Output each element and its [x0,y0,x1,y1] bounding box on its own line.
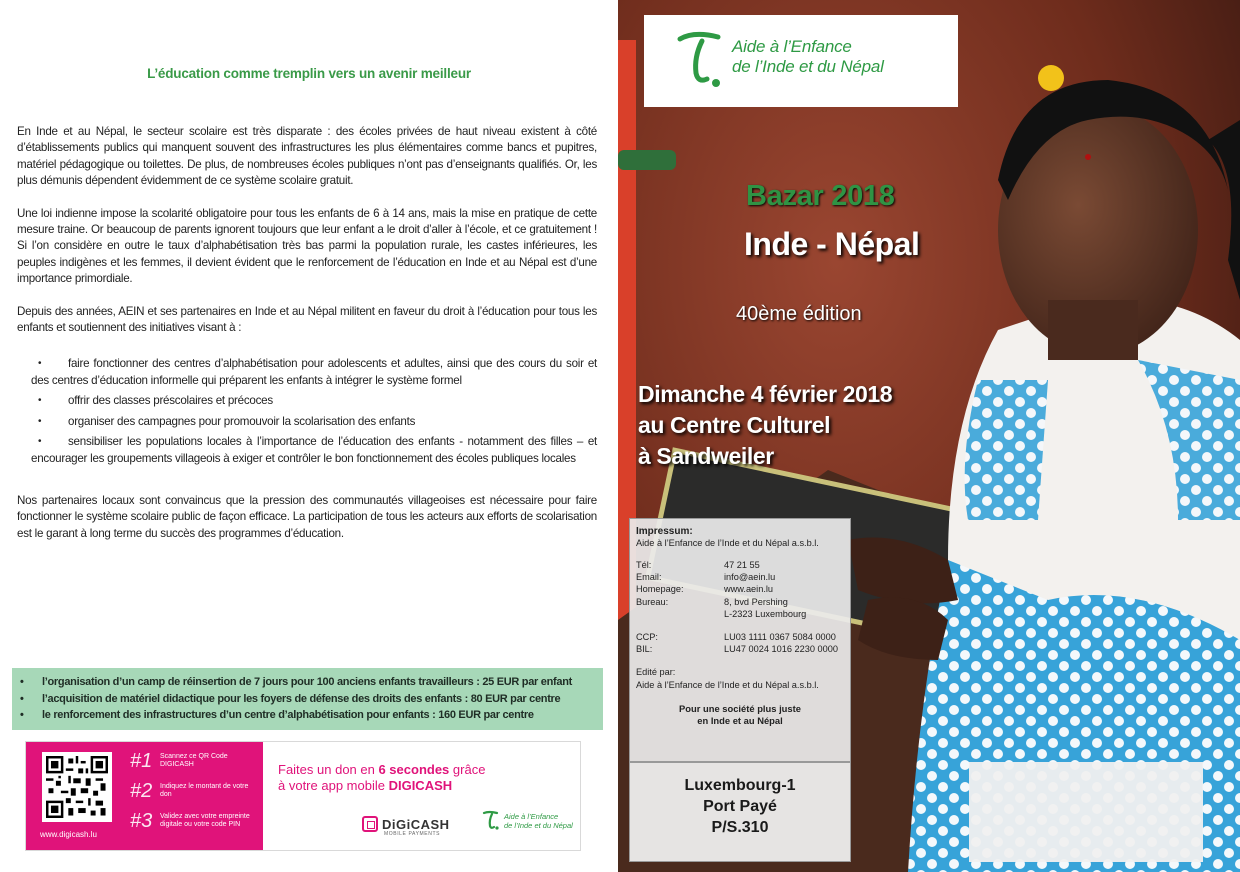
digicash-logo-icon [362,816,378,832]
contact-row: Tél: 47 21 55 [636,560,760,570]
list-item: • faire fonctionner des centres d’alphabétisation pour adolescents et adultes, ainsi que des cours du soir et des centres d’éducation informelle qui préparent les enfants à intégrer le système formel [17,356,597,389]
impressum-title: Impressum: [636,526,693,537]
impressum-slogan: Pour une société plus juste en Inde et au Népal [679,702,801,726]
step-2: #2 Indiquez le montant de votre don [130,780,249,802]
bazar-title: Bazar 2018 [746,180,895,212]
digicash-panel [26,742,263,850]
initiatives-list [17,356,597,466]
list-item: • le renforcement des infrastructures d’un centre d’alphabétisation pour enfants : 160 EUR par centre [20,709,534,721]
list-item: • l’acquisition de matériel didactique pour les foyers de défense des droits des enfants : 80 EUR par centre [20,692,561,705]
bank-row: BIL: LU47 0024 1016 2230 0000 [636,644,838,655]
edited-org: Aide à l’Enfance de l’Inde et du Népal a.s.b.l. [636,679,819,690]
address-area [969,762,1203,862]
digicash-url[interactable]: www.digicash.lu [40,830,97,839]
contact-row: L-2323 Luxembourg [724,608,807,619]
list-item: • sensibiliser les populations locales à l’importance de l’éducation des enfants - notamment des filles – et encourager les groupements villageois à exiger et contrôler le bon fonctionnement des écoles publiques locales [17,434,597,467]
impressum-org: Aide à l’Enfance de l’Inde et du Népal a.s.b.l. [636,538,819,548]
contact-row: Bureau: 8, bvd Pershing [636,596,788,607]
aein-logo-icon [481,810,501,832]
edited-label: Edité par: [636,667,676,678]
aein-logo-panel [644,15,958,107]
event-date: Dimanche 4 février 2018 au Centre Culturel à Sandweiler [638,381,893,469]
postage-box: Luxembourg-1 Port Payé P/S.310 [629,762,851,862]
qr-code-icon [46,756,108,818]
page-heading: L’éducation comme tremplin vers un avenir meilleur [147,66,471,81]
edition-label: 40ème édition [736,303,862,325]
list-item: • offrir des classes préscolaires et précoces [17,393,597,409]
closing-paragraph: Nos partenaires locaux sont convaincus que la pression des communautés villageoises est nécessaire pour faire fonctionner le système scolaire public de façon efficace. La participation de tous les acteurs aux efforts de scolarisation est le garant à long terme du succès des programmes d’éducation. [17,493,597,540]
bank-row: CCP: LU03 1111 0367 5084 0000 [636,632,836,643]
digicash-banner [25,741,581,851]
article-body [17,124,597,558]
aein-logo-text: Aide à l’Enfance de l’Inde et du Népal [732,37,884,76]
donation-examples [12,668,603,730]
aein-logo-icon [674,29,724,95]
qr-code[interactable] [42,752,112,822]
contact-row[interactable]: Homepage: www.aein.lu [636,584,774,595]
step-3: #3 Validez avec votre empreinte digitale ou votre code PIN [130,810,250,832]
left-page [0,0,618,872]
list-item: • l’organisation d’un camp de réinsertion de 7 jours pour 100 anciens enfants travailleurs : 25 EUR par enfant [20,676,572,688]
step-1: #1 Scannez ce QR Code DIGICASH [130,750,228,772]
digicash-slogan: Faites un don en 6 secondes grâce à votre app mobile DIGICASH [278,762,486,793]
cover-page [618,0,1240,872]
impressum-box [629,518,851,762]
paragraph-1: En Inde et au Népal, le secteur scolaire est très disparate : des écoles privées de haut niveau existent à côté d’établissements publics qui manquent souvent des infrastructures les plus élémentaires comme bancs et pupitres, matériel pédagogique ou toilettes. De plus, de nombreuses écoles publiques n’ont pas d’enseignants qualifiés. Or, les plus démunis dépendent évidemment de ce système scolaire gratuit. [17,125,597,188]
aein-mini-logo: Aide à l’Enfance de l’Inde et du Népal [481,810,573,832]
cover-title: Inde - Népal [744,226,920,262]
contact-row[interactable]: Email: info@aein.lu [636,572,776,583]
paragraph-2: Une loi indienne impose la scolarité obligatoire pour tous les enfants de 6 à 14 ans, mais la mise en pratique de cette mesure traine. Or beaucoup de parents ignorent toujours que leur enfant a le droit d’aller à l’école, et ce gratuitement ! Si l’on considère en outre le taux d’alphabétisation très bas parmi la population rurale, les castes inférieures, les peuples indigènes et les femmes, il devient évident que le renforcement de l’éducation en Inde et au Népal est d’une importance primordiale. [17,206,597,286]
digicash-logo: DiGiCASH MOBILE PAYMENTS [362,816,450,832]
paragraph-3: Depuis des années, AEIN et ses partenaires en Inde et au Népal militent en faveur du droit à l’éducation pour tous les enfants et soutiennent des initiatives visant à : [17,304,597,335]
list-item: • organiser des campagnes pour promouvoir la scolarisation des enfants [17,414,597,430]
